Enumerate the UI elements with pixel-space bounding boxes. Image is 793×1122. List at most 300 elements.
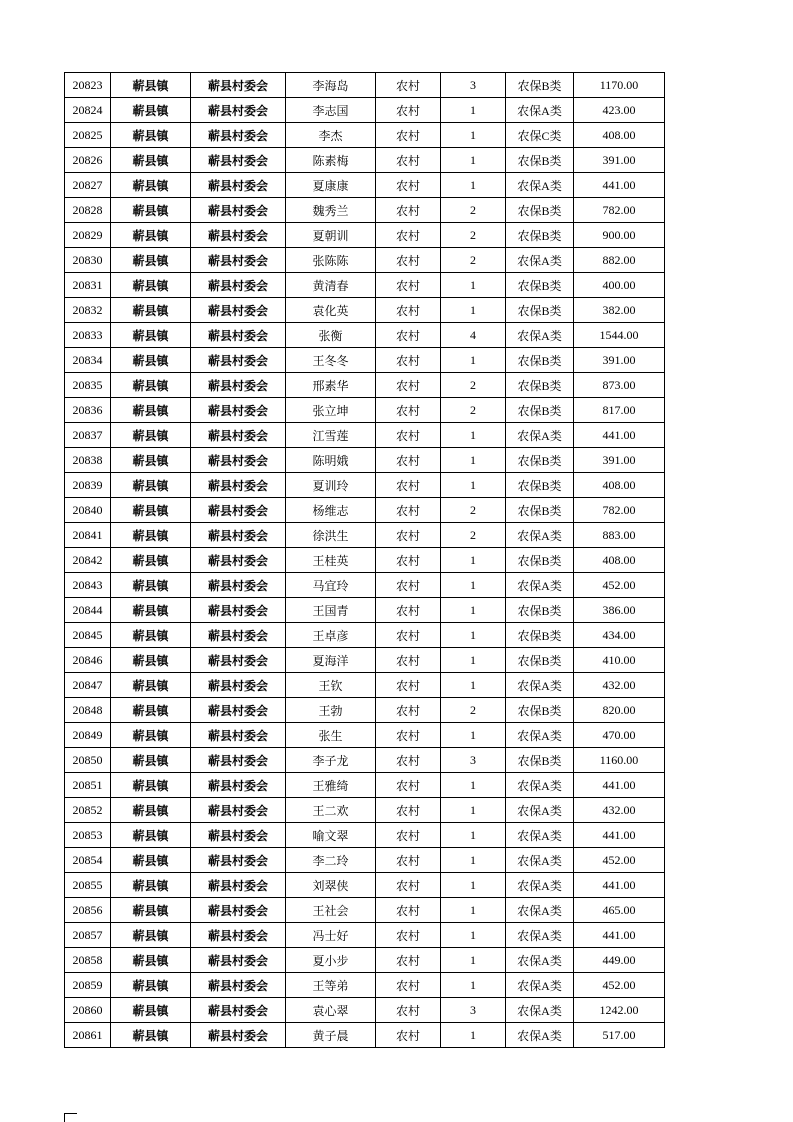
cell-town: 蕲县镇: [111, 198, 191, 223]
cell-id: 20833: [65, 323, 111, 348]
cell-committee: 蕲县村委会: [191, 1023, 286, 1048]
cell-committee: 蕲县村委会: [191, 323, 286, 348]
cell-category: 农村: [376, 848, 441, 873]
cell-id: 20844: [65, 598, 111, 623]
cell-committee: 蕲县村委会: [191, 423, 286, 448]
cell-name: 张立坤: [286, 398, 376, 423]
cell-committee: 蕲县村委会: [191, 923, 286, 948]
cell-committee: 蕲县村委会: [191, 398, 286, 423]
cell-town: 蕲县镇: [111, 548, 191, 573]
cell-count: 1: [441, 873, 506, 898]
table-row: [65, 1023, 665, 1048]
cell-insurance_type: 农保B类: [506, 273, 574, 298]
cell-id: 20838: [65, 448, 111, 473]
table-row: [65, 323, 665, 348]
next-page-table-fragment: [64, 1113, 77, 1122]
cell-count: 2: [441, 523, 506, 548]
cell-insurance_type: 农保B类: [506, 698, 574, 723]
cell-amount: 432.00: [574, 673, 665, 698]
cell-count: 2: [441, 223, 506, 248]
cell-id: 20852: [65, 798, 111, 823]
table-row: [65, 223, 665, 248]
cell-town: 蕲县镇: [111, 973, 191, 998]
cell-category: 农村: [376, 348, 441, 373]
cell-insurance_type: 农保B类: [506, 373, 574, 398]
cell-insurance_type: 农保B类: [506, 198, 574, 223]
cell-insurance_type: 农保B类: [506, 473, 574, 498]
cell-count: 2: [441, 373, 506, 398]
cell-amount: 1160.00: [574, 748, 665, 773]
cell-count: 1: [441, 898, 506, 923]
cell-amount: 782.00: [574, 498, 665, 523]
cell-id: 20839: [65, 473, 111, 498]
cell-town: 蕲县镇: [111, 298, 191, 323]
cell-town: 蕲县镇: [111, 698, 191, 723]
cell-id: 20850: [65, 748, 111, 773]
cell-committee: 蕲县村委会: [191, 748, 286, 773]
cell-insurance_type: 农保A类: [506, 1023, 574, 1048]
cell-count: 1: [441, 473, 506, 498]
table-row: [65, 848, 665, 873]
cell-amount: 470.00: [574, 723, 665, 748]
table-row: [65, 248, 665, 273]
cell-name: 李海岛: [286, 73, 376, 98]
cell-name: 张生: [286, 723, 376, 748]
table-row: [65, 148, 665, 173]
cell-committee: 蕲县村委会: [191, 998, 286, 1023]
cell-town: 蕲县镇: [111, 248, 191, 273]
cell-category: 农村: [376, 723, 441, 748]
cell-amount: 410.00: [574, 648, 665, 673]
table-row: [65, 648, 665, 673]
table-row: [65, 548, 665, 573]
cell-category: 农村: [376, 323, 441, 348]
cell-insurance_type: 农保A类: [506, 323, 574, 348]
cell-committee: 蕲县村委会: [191, 448, 286, 473]
cell-name: 王国青: [286, 598, 376, 623]
cell-id: 20851: [65, 773, 111, 798]
cell-category: 农村: [376, 548, 441, 573]
cell-insurance_type: 农保B类: [506, 223, 574, 248]
cell-count: 3: [441, 998, 506, 1023]
cell-amount: 391.00: [574, 148, 665, 173]
table-row: [65, 523, 665, 548]
cell-id: 20826: [65, 148, 111, 173]
cell-insurance_type: 农保A类: [506, 723, 574, 748]
cell-category: 农村: [376, 823, 441, 848]
cell-committee: 蕲县村委会: [191, 798, 286, 823]
cell-category: 农村: [376, 448, 441, 473]
cell-name: 马宜玲: [286, 573, 376, 598]
cell-insurance_type: 农保A类: [506, 848, 574, 873]
cell-count: 1: [441, 723, 506, 748]
cell-category: 农村: [376, 523, 441, 548]
cell-amount: 423.00: [574, 98, 665, 123]
table-row: [65, 448, 665, 473]
cell-committee: 蕲县村委会: [191, 223, 286, 248]
cell-name: 夏朝训: [286, 223, 376, 248]
table-row: [65, 673, 665, 698]
cell-insurance_type: 农保A类: [506, 973, 574, 998]
cell-category: 农村: [376, 73, 441, 98]
cell-category: 农村: [376, 248, 441, 273]
cell-category: 农村: [376, 173, 441, 198]
cell-insurance_type: 农保B类: [506, 748, 574, 773]
cell-category: 农村: [376, 923, 441, 948]
cell-town: 蕲县镇: [111, 473, 191, 498]
cell-committee: 蕲县村委会: [191, 148, 286, 173]
cell-amount: 452.00: [574, 973, 665, 998]
cell-category: 农村: [376, 298, 441, 323]
cell-name: 邢素华: [286, 373, 376, 398]
cell-town: 蕲县镇: [111, 448, 191, 473]
cell-insurance_type: 农保A类: [506, 948, 574, 973]
cell-id: 20824: [65, 98, 111, 123]
cell-name: 李二玲: [286, 848, 376, 873]
cell-name: 袁化英: [286, 298, 376, 323]
cell-name: 王雅绮: [286, 773, 376, 798]
cell-id: 20832: [65, 298, 111, 323]
cell-name: 喻文翠: [286, 823, 376, 848]
payment-table: [64, 72, 665, 1048]
cell-id: 20828: [65, 198, 111, 223]
cell-town: 蕲县镇: [111, 948, 191, 973]
cell-category: 农村: [376, 598, 441, 623]
cell-committee: 蕲县村委会: [191, 898, 286, 923]
cell-town: 蕲县镇: [111, 173, 191, 198]
cell-insurance_type: 农保B类: [506, 348, 574, 373]
cell-amount: 441.00: [574, 173, 665, 198]
table-row: [65, 948, 665, 973]
cell-town: 蕲县镇: [111, 648, 191, 673]
cell-name: 夏海洋: [286, 648, 376, 673]
cell-count: 1: [441, 623, 506, 648]
cell-id: 20840: [65, 498, 111, 523]
cell-count: 2: [441, 498, 506, 523]
cell-committee: 蕲县村委会: [191, 548, 286, 573]
table-row: [65, 98, 665, 123]
cell-category: 农村: [376, 948, 441, 973]
cell-amount: 1544.00: [574, 323, 665, 348]
cell-name: 李杰: [286, 123, 376, 148]
cell-insurance_type: 农保A类: [506, 873, 574, 898]
cell-amount: 441.00: [574, 873, 665, 898]
cell-committee: 蕲县村委会: [191, 648, 286, 673]
cell-town: 蕲县镇: [111, 98, 191, 123]
cell-category: 农村: [376, 973, 441, 998]
cell-name: 李子龙: [286, 748, 376, 773]
cell-id: 20831: [65, 273, 111, 298]
cell-committee: 蕲县村委会: [191, 873, 286, 898]
table-row: [65, 923, 665, 948]
cell-insurance_type: 农保A类: [506, 998, 574, 1023]
cell-amount: 441.00: [574, 773, 665, 798]
cell-id: 20825: [65, 123, 111, 148]
cell-town: 蕲县镇: [111, 773, 191, 798]
cell-insurance_type: 农保B类: [506, 548, 574, 573]
cell-committee: 蕲县村委会: [191, 848, 286, 873]
cell-amount: 441.00: [574, 923, 665, 948]
cell-name: 江雪莲: [286, 423, 376, 448]
cell-category: 农村: [376, 748, 441, 773]
cell-category: 农村: [376, 573, 441, 598]
cell-committee: 蕲县村委会: [191, 598, 286, 623]
cell-category: 农村: [376, 223, 441, 248]
cell-count: 1: [441, 798, 506, 823]
cell-category: 农村: [376, 798, 441, 823]
cell-id: 20827: [65, 173, 111, 198]
cell-committee: 蕲县村委会: [191, 723, 286, 748]
cell-id: 20845: [65, 623, 111, 648]
cell-count: 1: [441, 98, 506, 123]
cell-committee: 蕲县村委会: [191, 498, 286, 523]
cell-name: 黄子晨: [286, 1023, 376, 1048]
cell-id: 20837: [65, 423, 111, 448]
cell-id: 20848: [65, 698, 111, 723]
cell-committee: 蕲县村委会: [191, 248, 286, 273]
cell-name: 陈素梅: [286, 148, 376, 173]
cell-amount: 408.00: [574, 473, 665, 498]
cell-count: 1: [441, 573, 506, 598]
table-row: [65, 198, 665, 223]
cell-town: 蕲县镇: [111, 73, 191, 98]
cell-town: 蕲县镇: [111, 873, 191, 898]
cell-amount: 873.00: [574, 373, 665, 398]
cell-committee: 蕲县村委会: [191, 348, 286, 373]
table-row: [65, 698, 665, 723]
cell-committee: 蕲县村委会: [191, 273, 286, 298]
table-row: [65, 598, 665, 623]
cell-committee: 蕲县村委会: [191, 673, 286, 698]
cell-id: 20846: [65, 648, 111, 673]
cell-amount: 400.00: [574, 273, 665, 298]
table-row: [65, 723, 665, 748]
cell-count: 3: [441, 748, 506, 773]
cell-town: 蕲县镇: [111, 498, 191, 523]
cell-amount: 391.00: [574, 348, 665, 373]
cell-category: 农村: [376, 998, 441, 1023]
cell-town: 蕲县镇: [111, 523, 191, 548]
cell-category: 农村: [376, 673, 441, 698]
cell-town: 蕲县镇: [111, 1023, 191, 1048]
cell-committee: 蕲县村委会: [191, 198, 286, 223]
cell-amount: 820.00: [574, 698, 665, 723]
cell-name: 杨维志: [286, 498, 376, 523]
cell-committee: 蕲县村委会: [191, 123, 286, 148]
cell-town: 蕲县镇: [111, 323, 191, 348]
cell-name: 王社会: [286, 898, 376, 923]
cell-insurance_type: 农保B类: [506, 148, 574, 173]
cell-name: 王勃: [286, 698, 376, 723]
table-row: [65, 873, 665, 898]
cell-committee: 蕲县村委会: [191, 823, 286, 848]
cell-town: 蕲县镇: [111, 923, 191, 948]
cell-committee: 蕲县村委会: [191, 698, 286, 723]
table-row: [65, 748, 665, 773]
cell-name: 张衡: [286, 323, 376, 348]
cell-amount: 465.00: [574, 898, 665, 923]
cell-id: 20858: [65, 948, 111, 973]
cell-id: 20860: [65, 998, 111, 1023]
cell-committee: 蕲县村委会: [191, 298, 286, 323]
cell-name: 陈明娥: [286, 448, 376, 473]
cell-name: 李志国: [286, 98, 376, 123]
cell-committee: 蕲县村委会: [191, 573, 286, 598]
cell-insurance_type: 农保A类: [506, 98, 574, 123]
cell-count: 2: [441, 198, 506, 223]
cell-category: 农村: [376, 1023, 441, 1048]
cell-town: 蕲县镇: [111, 423, 191, 448]
cell-amount: 817.00: [574, 398, 665, 423]
cell-town: 蕲县镇: [111, 798, 191, 823]
cell-id: 20829: [65, 223, 111, 248]
cell-id: 20843: [65, 573, 111, 598]
cell-category: 农村: [376, 648, 441, 673]
cell-id: 20861: [65, 1023, 111, 1048]
cell-town: 蕲县镇: [111, 823, 191, 848]
cell-count: 1: [441, 173, 506, 198]
table-row: [65, 998, 665, 1023]
cell-town: 蕲县镇: [111, 998, 191, 1023]
cell-insurance_type: 农保A类: [506, 773, 574, 798]
cell-amount: 408.00: [574, 548, 665, 573]
cell-insurance_type: 农保A类: [506, 523, 574, 548]
cell-id: 20830: [65, 248, 111, 273]
cell-count: 1: [441, 423, 506, 448]
cell-category: 农村: [376, 473, 441, 498]
cell-insurance_type: 农保B类: [506, 398, 574, 423]
table-row: [65, 398, 665, 423]
cell-insurance_type: 农保A类: [506, 923, 574, 948]
cell-insurance_type: 农保A类: [506, 173, 574, 198]
cell-name: 魏秀兰: [286, 198, 376, 223]
cell-committee: 蕲县村委会: [191, 73, 286, 98]
cell-id: 20855: [65, 873, 111, 898]
cell-count: 1: [441, 273, 506, 298]
cell-committee: 蕲县村委会: [191, 948, 286, 973]
cell-id: 20853: [65, 823, 111, 848]
cell-count: 3: [441, 73, 506, 98]
table-row: [65, 273, 665, 298]
cell-category: 农村: [376, 373, 441, 398]
cell-count: 1: [441, 923, 506, 948]
cell-insurance_type: 农保A类: [506, 823, 574, 848]
cell-town: 蕲县镇: [111, 398, 191, 423]
cell-name: 张陈陈: [286, 248, 376, 273]
cell-count: 1: [441, 648, 506, 673]
cell-insurance_type: 农保A类: [506, 798, 574, 823]
cell-name: 冯士好: [286, 923, 376, 948]
cell-town: 蕲县镇: [111, 848, 191, 873]
cell-town: 蕲县镇: [111, 373, 191, 398]
table-row: [65, 823, 665, 848]
cell-count: 1: [441, 673, 506, 698]
cell-amount: 883.00: [574, 523, 665, 548]
cell-name: 王桂英: [286, 548, 376, 573]
cell-town: 蕲县镇: [111, 598, 191, 623]
cell-committee: 蕲县村委会: [191, 373, 286, 398]
cell-amount: 900.00: [574, 223, 665, 248]
cell-name: 王等弟: [286, 973, 376, 998]
cell-name: 袁心翠: [286, 998, 376, 1023]
cell-town: 蕲县镇: [111, 123, 191, 148]
payment-table-body: [65, 73, 665, 1048]
cell-town: 蕲县镇: [111, 273, 191, 298]
cell-insurance_type: 农保B类: [506, 298, 574, 323]
cell-id: 20849: [65, 723, 111, 748]
cell-name: 刘翠侠: [286, 873, 376, 898]
cell-insurance_type: 农保B类: [506, 498, 574, 523]
table-row: [65, 473, 665, 498]
cell-amount: 1170.00: [574, 73, 665, 98]
cell-count: 1: [441, 773, 506, 798]
cell-count: 1: [441, 123, 506, 148]
cell-committee: 蕲县村委会: [191, 773, 286, 798]
cell-amount: 452.00: [574, 848, 665, 873]
cell-committee: 蕲县村委会: [191, 173, 286, 198]
cell-committee: 蕲县村委会: [191, 473, 286, 498]
cell-category: 农村: [376, 98, 441, 123]
cell-category: 农村: [376, 148, 441, 173]
cell-category: 农村: [376, 398, 441, 423]
cell-insurance_type: 农保A类: [506, 248, 574, 273]
cell-category: 农村: [376, 498, 441, 523]
cell-count: 2: [441, 398, 506, 423]
cell-name: 王冬冬: [286, 348, 376, 373]
cell-id: 20842: [65, 548, 111, 573]
cell-name: 黄清春: [286, 273, 376, 298]
cell-town: 蕲县镇: [111, 673, 191, 698]
cell-count: 1: [441, 448, 506, 473]
cell-category: 农村: [376, 623, 441, 648]
cell-id: 20836: [65, 398, 111, 423]
table-row: [65, 73, 665, 98]
table-row: [65, 423, 665, 448]
cell-amount: 449.00: [574, 948, 665, 973]
table-row: [65, 623, 665, 648]
cell-name: 王钦: [286, 673, 376, 698]
cell-amount: 441.00: [574, 423, 665, 448]
cell-insurance_type: 农保C类: [506, 123, 574, 148]
cell-town: 蕲县镇: [111, 148, 191, 173]
table-row: [65, 373, 665, 398]
cell-name: 王卓彦: [286, 623, 376, 648]
cell-amount: 441.00: [574, 823, 665, 848]
cell-name: 徐洪生: [286, 523, 376, 548]
cell-amount: 408.00: [574, 123, 665, 148]
table-row: [65, 348, 665, 373]
cell-town: 蕲县镇: [111, 623, 191, 648]
cell-count: 1: [441, 973, 506, 998]
cell-count: 1: [441, 298, 506, 323]
cell-amount: 386.00: [574, 598, 665, 623]
cell-amount: 434.00: [574, 623, 665, 648]
cell-name: 夏训玲: [286, 473, 376, 498]
cell-committee: 蕲县村委会: [191, 973, 286, 998]
cell-name: 夏康康: [286, 173, 376, 198]
cell-category: 农村: [376, 773, 441, 798]
cell-count: 1: [441, 548, 506, 573]
cell-town: 蕲县镇: [111, 748, 191, 773]
cell-category: 农村: [376, 423, 441, 448]
table-row: [65, 898, 665, 923]
cell-committee: 蕲县村委会: [191, 623, 286, 648]
cell-count: 4: [441, 323, 506, 348]
cell-insurance_type: 农保B类: [506, 448, 574, 473]
cell-category: 农村: [376, 898, 441, 923]
cell-category: 农村: [376, 273, 441, 298]
table-row: [65, 773, 665, 798]
